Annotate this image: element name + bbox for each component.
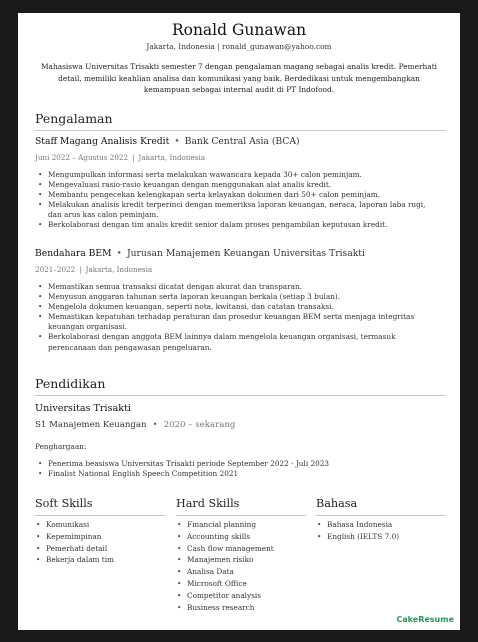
school-name: Universitas Trisakti: [35, 403, 131, 414]
job-period: Juni 2022 – Agustus 2022: [35, 153, 129, 162]
list-item: • Melakukan analisis kredit terperinci dengan memeriksa laporan keuangan, neraca, laporan laba rugi, dan arus kas calon peminjam.: [35, 200, 435, 220]
list-item: • Mengumpulkan informasi serta melakukan wawancara kepada 30+ calon peminjam.: [35, 170, 435, 180]
section-divider: [316, 515, 446, 516]
list-item: • Bekerja dalam tim: [35, 554, 114, 566]
degree-name: S1 Manajemen Keuangan: [35, 420, 147, 430]
list-item: • Kepemimpinan: [35, 531, 114, 543]
job-meta: [35, 153, 205, 162]
job-title: [35, 136, 300, 147]
list-item: • Accounting skills: [176, 531, 274, 543]
study-years: 2020 – sekarang: [163, 420, 236, 430]
job-organization: Jurusan Manajemen Keuangan Universitas Trisakti: [126, 248, 365, 259]
list-item: • Financial planning: [176, 519, 274, 531]
job-meta: [35, 265, 152, 274]
list-item: • Berkolaborasi dengan anggota BEM lainnya dalam mengelola keuangan organisasi, termasuk perencanaan dan pengawasan pengeluaran.: [35, 332, 435, 352]
languages-list: [316, 519, 399, 543]
list-item: • Competitor analysis: [176, 590, 274, 602]
job-title: [35, 248, 365, 259]
job-role: Staff Magang Analisis Kredit: [35, 136, 170, 147]
meta-separator: |: [79, 265, 82, 274]
job-responsibilities: [35, 170, 435, 231]
list-item: • Penerima beasiswa Universitas Trisakti periode September 2022 - Juli 2023: [35, 459, 435, 469]
list-item: • Pemerhati detail: [35, 543, 114, 555]
job-period: 2021–2022: [35, 265, 76, 274]
list-item: • Business research: [176, 602, 274, 614]
resume-page: [18, 13, 460, 630]
list-item: • Berkolaborasi dengan tim analis kredit senior dalam proses pengambilan keputusan kredit.: [35, 220, 435, 230]
list-item: • Microsoft Office: [176, 578, 274, 590]
separator-dot: •: [152, 420, 158, 430]
meta-separator: |: [132, 153, 135, 162]
list-item: • Analisa Data: [176, 566, 274, 578]
list-item: • Memastikan kepatuhan terhadap peraturan dan prosedur keuangan BEM serta menjaga integritas keuangan organisasi.: [35, 312, 435, 332]
soft-skills-list: [35, 519, 114, 566]
job-location: Jakarta, Indonesia: [85, 265, 153, 274]
section-divider: [35, 515, 165, 516]
languages-heading: Bahasa: [316, 497, 358, 510]
section-divider: [176, 515, 306, 516]
list-item: • Komunikasi: [35, 519, 114, 531]
list-item: • Mengelola dokumen keuangan, seperti nota, kwitansi, dan catatan transaksi.: [35, 302, 435, 312]
hard-skills-heading: Hard Skills: [176, 497, 240, 510]
job-organization: Bank Central Asia (BCA): [184, 136, 300, 147]
awards-label: Penghargaan:: [35, 442, 87, 451]
hard-skills-list: [176, 519, 274, 613]
degree: [35, 420, 235, 430]
job-location: Jakarta, Indonesia: [138, 153, 206, 162]
list-item: • Mengevaluasi rasio-rasio keuangan dengan menggunakan alat analis kredit.: [35, 180, 435, 190]
job-responsibilities: [35, 282, 435, 353]
section-divider: [35, 130, 446, 131]
candidate-name: Ronald Gunawan: [171, 21, 307, 39]
separator-dot: •: [174, 136, 180, 147]
cakeresume-logo: CakeResume: [396, 615, 454, 624]
separator-dot: •: [116, 248, 122, 259]
list-item: • Cash flow management: [176, 543, 274, 555]
list-item: • English (IELTS 7.0): [316, 531, 399, 543]
section-divider: [35, 395, 446, 396]
soft-skills-heading: Soft Skills: [35, 497, 93, 510]
list-item: • Bahasa Indonesia: [316, 519, 399, 531]
job-role: Bendahara BEM: [35, 248, 112, 259]
profile-summary: Mahasiswa Universitas Trisakti semester 7 dengan pengalaman magang sebagai analis kredit. Pemerhati detail, memiliki keahlian analisa dan komunikasi yang baik. Berdedikasi untuk mengembangkan kemampuan sebagai internal audit di PT Indofood.: [40, 62, 438, 94]
education-heading: Pendidikan: [35, 376, 106, 391]
experience-heading: Pengalaman: [35, 111, 113, 126]
list-item: • Membantu pengecekan kelengkapan serta kelayakan dokumen dari 50+ calon peminjam.: [35, 190, 435, 200]
list-item: • Finalist National English Speech Competition 2021: [35, 469, 435, 479]
list-item: • Menyusun anggaran tahunan serta laporan keuangan berkala (setiap 3 bulan).: [35, 292, 435, 302]
list-item: • Memastikan semua transaksi dicatat dengan akurat dan transparan.: [35, 282, 435, 292]
list-item: • Manajemen risiko: [176, 554, 274, 566]
awards-list: [35, 459, 435, 479]
contact-info: Jakarta, Indonesia | ronald_gunawan@yahoo.com: [146, 42, 332, 51]
